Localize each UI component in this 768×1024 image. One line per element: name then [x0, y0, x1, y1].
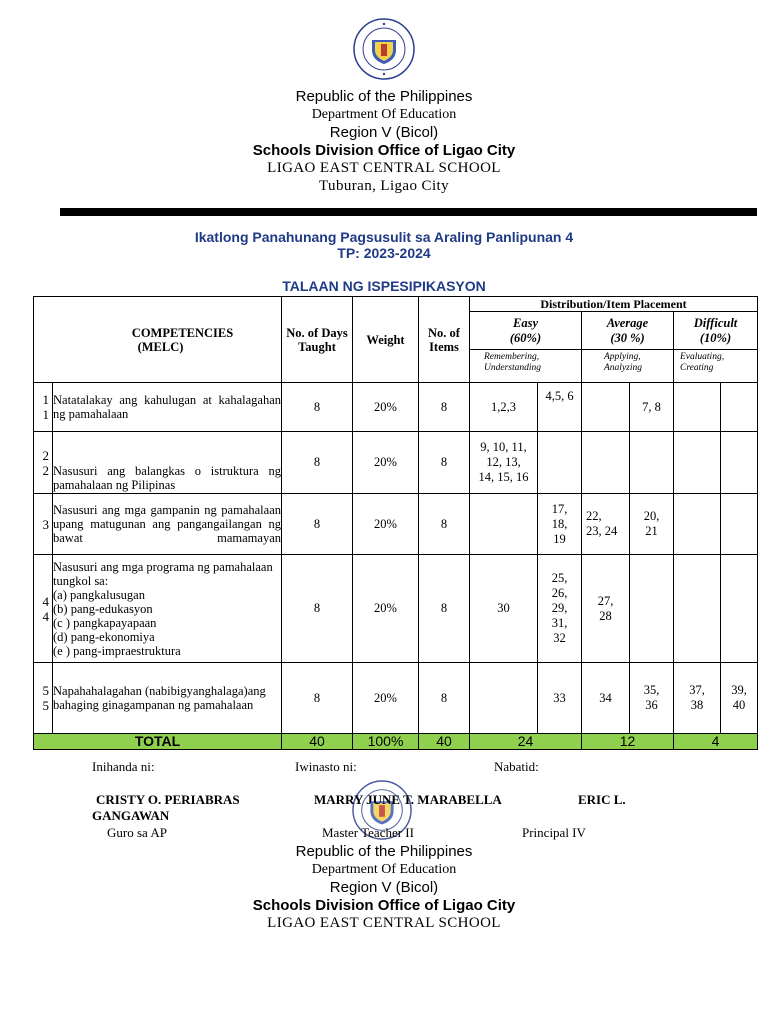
noted-position: Principal IV [522, 825, 586, 840]
prepared-label: Inihanda ni: [92, 759, 155, 774]
header-weight: Weight [353, 297, 419, 383]
easy-cell-2: 4,5, 6 [538, 383, 582, 432]
total-difficult: 4 [674, 734, 758, 750]
days-cell: 8 [282, 555, 353, 663]
prepared-name: CRISTY O. PERIABRAS [96, 792, 240, 807]
difficult-cell-1 [674, 555, 721, 663]
table-row [34, 432, 758, 494]
difficult-cell-1: 37, 38 [674, 663, 721, 734]
average-description: Applying, Analyzing [582, 350, 674, 383]
competency-text: Natatalakay ang kahulugan at kahalagahan ng pamahalaan [53, 383, 282, 432]
checked-name: MARRY JUNE T. MARABELLA [314, 792, 502, 807]
header-region: Region V (Bicol) [329, 124, 439, 141]
average-cell-1: 22, 23, 24 [582, 494, 630, 555]
difficult-cell-1 [674, 432, 721, 494]
checked-label: Iwinasto ni: [295, 759, 357, 774]
total-average: 12 [582, 734, 674, 750]
easy-cell-1: 30 [470, 555, 538, 663]
header-department: Department Of Education [311, 107, 457, 122]
row-number: 5 5 [34, 663, 53, 734]
row-number: 4 4 [34, 555, 53, 663]
checked-position: Master Teacher II [322, 825, 414, 840]
items-cell: 8 [419, 494, 470, 555]
average-cell-2: 20, 21 [630, 494, 674, 555]
competency-text: Nasusuri ang mga programa ng pamahalaan tungkol sa: (a) pangkalusugan (b) pang-edukasyon (c ) pangkapayapaan (d) pang-ekonomiya (e ) pang-impraestruktura [53, 555, 282, 663]
footer-republic: Republic of the Philippines [295, 843, 473, 860]
header-days: No. of Days Taught [282, 297, 353, 383]
difficult-cell-2 [721, 432, 758, 494]
footer-division: Schools Division Office of Ligao City [252, 897, 516, 914]
weight-cell: 20% [353, 432, 419, 494]
exam-title: Ikatlong Panahunang Pagsusulit sa Araling Panlipunan 4 [194, 229, 574, 245]
header-school: LIGAO EAST CENTRAL SCHOOL [267, 160, 501, 176]
row-number: 2 2 [34, 432, 53, 494]
header-easy: Easy (60%) [470, 312, 582, 350]
average-cell-1: 27, 28 [582, 555, 630, 663]
easy-cell-1: 1,2,3 [470, 383, 538, 432]
difficult-cell-1 [674, 383, 721, 432]
total-items: 40 [419, 734, 470, 750]
days-cell: 8 [282, 432, 353, 494]
weight-cell: 20% [353, 383, 419, 432]
total-easy: 24 [470, 734, 582, 750]
difficult-cell-2: 39, 40 [721, 663, 758, 734]
days-cell: 8 [282, 383, 353, 432]
days-cell: 8 [282, 663, 353, 734]
header-address: Tuburan, Ligao City [319, 178, 449, 194]
easy-cell-2: 17, 18, 19 [538, 494, 582, 555]
difficult-description: Evaluating, Creating [674, 350, 758, 383]
difficult-cell-1 [674, 494, 721, 555]
table-title: TALAAN NG ISPESIPIKASYON [282, 278, 486, 294]
weight-cell: 20% [353, 555, 419, 663]
average-cell-2 [630, 555, 674, 663]
competency-text: Napahahalagahan (nabibigyanghalaga)ang bahaging ginagampanan ng pamahalaan [53, 663, 282, 734]
items-cell: 8 [419, 432, 470, 494]
easy-cell-2: 33 [538, 663, 582, 734]
items-cell: 8 [419, 663, 470, 734]
noted-name: ERIC L. [578, 792, 626, 807]
difficult-cell-2 [721, 555, 758, 663]
table-row [34, 494, 758, 555]
header-competencies: COMPETENCIES (MELC) [34, 297, 282, 383]
weight-cell: 20% [353, 494, 419, 555]
difficult-cell-2 [721, 383, 758, 432]
total-row [34, 734, 758, 750]
easy-cell-1 [470, 494, 538, 555]
header-republic: Republic of the Philippines [295, 88, 473, 105]
header-distribution: Distribution/Item Placement [470, 297, 758, 312]
header-items: No. of Items [419, 297, 470, 383]
competency-text: Nasusuri ang balangkas o istruktura ng pamahalaan ng Pilipinas [53, 432, 282, 494]
days-cell: 8 [282, 494, 353, 555]
easy-description: Remembering, Understanding [470, 350, 582, 383]
footer-department: Department Of Education [311, 862, 457, 877]
items-cell: 8 [419, 383, 470, 432]
table-row [34, 663, 758, 734]
average-cell-2 [630, 432, 674, 494]
easy-cell-1 [470, 663, 538, 734]
average-cell-2: 35, 36 [630, 663, 674, 734]
weight-cell: 20% [353, 663, 419, 734]
average-cell-2: 7, 8 [630, 383, 674, 432]
header-divider [60, 208, 757, 216]
competency-text: Nasusuri ang mga gampanin ng pamahalaan upang matugunan ang pangangailangan ng bawat mamamayan [53, 494, 282, 555]
easy-cell-2: 25, 26, 29, 31, 32 [538, 555, 582, 663]
items-cell: 8 [419, 555, 470, 663]
footer-school: LIGAO EAST CENTRAL SCHOOL [267, 915, 501, 931]
table-of-specifications [33, 296, 758, 750]
table-row [34, 383, 758, 432]
row-number: 1 1 [34, 383, 53, 432]
exam-year: TP: 2023-2024 [337, 245, 431, 261]
average-cell-1 [582, 432, 630, 494]
easy-cell-2 [538, 432, 582, 494]
difficult-cell-2 [721, 494, 758, 555]
deped-seal-logo [353, 18, 415, 80]
average-cell-1: 34 [582, 663, 630, 734]
total-label: TOTAL [34, 734, 282, 750]
footer-region: Region V (Bicol) [329, 879, 439, 896]
total-days: 40 [282, 734, 353, 750]
noted-name-continued: GANGAWAN [92, 808, 170, 823]
header-difficult: Difficult (10%) [674, 312, 758, 350]
total-weight: 100% [353, 734, 419, 750]
easy-cell-1: 9, 10, 11, 12, 13, 14, 15, 16 [470, 432, 538, 494]
table-row [34, 555, 758, 663]
noted-label: Nabatid: [494, 759, 539, 774]
prepared-position: Guro sa AP [107, 825, 167, 840]
header-division: Schools Division Office of Ligao City [252, 142, 516, 159]
row-number: 3 [34, 494, 53, 555]
header-average: Average (30 %) [582, 312, 674, 350]
average-cell-1 [582, 383, 630, 432]
